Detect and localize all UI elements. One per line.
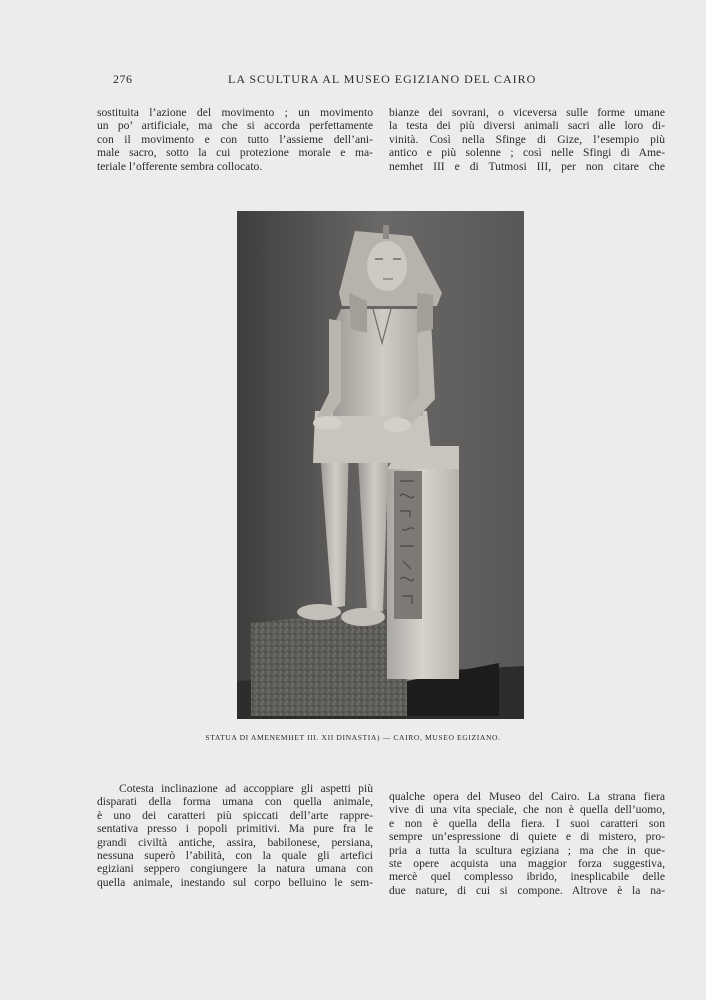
text-line: sostituita l’azione del movimento ; un movimento <box>97 106 373 119</box>
text-line: è uno dei caratteri più spiccati dell’arte rappre- <box>97 808 373 822</box>
text-line: ste opere acquista una maggior forza suggestiva, <box>389 857 665 871</box>
text-line: la testa dei più diversi animali sacri alle loro di- <box>389 119 665 133</box>
text-line: egiziani seppero congiungere la natura umana con <box>97 862 373 876</box>
text-line: sempre un’espressione di quiete e di mistero, pro- <box>389 830 665 844</box>
figure-caption: STATUA DI AMENEMHET III. XII DINASTIA) — CAIRO, MUSEO EGIZIANO. <box>205 733 501 742</box>
text-line: con il movimento e con tutto l’assieme dell’ani- <box>97 132 373 146</box>
text-line: e non è quella della fiera. I suoi caratteri son <box>389 816 665 830</box>
text-line: grandi civiltà antiche, assira, babilonese, persiana, <box>97 835 373 849</box>
text-line: disparati della forma umana con quella animale, <box>97 795 373 809</box>
text-line: vive di una vita speciale, che non è quella dell’uomo, <box>389 803 665 817</box>
bottom-right-column <box>389 790 665 897</box>
text-line: bianze dei sovrani, o viceversa sulle forme umane <box>389 106 665 119</box>
page-number: 276 <box>113 72 133 86</box>
text-line: Cotesta inclinazione ad accoppiare gli aspetti più <box>119 782 373 795</box>
text-line: sentativa presso i popoli primitivi. Ma pure fra le <box>97 822 373 836</box>
statue-illustration <box>237 211 524 719</box>
text-line: vinità. Così nella Sfinge di Gize, l’esempio più <box>389 132 665 146</box>
statue-photograph <box>237 211 524 719</box>
text-line: nessuna superò l’abilità, con la quale gli artefici <box>97 849 373 863</box>
text-line: teriale l’offerente sembra collocato. <box>97 159 263 173</box>
top-left-column <box>97 106 373 173</box>
text-line: male sacro, sotto la cui protezione morale e ma- <box>97 146 373 160</box>
text-line: pria a tutta la scultura egiziana ; ma che in que- <box>389 843 665 857</box>
top-right-column <box>389 106 665 173</box>
text-line: due nature, di cui si compone. Altrove è la na- <box>389 883 665 897</box>
bottom-left-column <box>97 782 373 889</box>
text-line: un po’ artificiale, ma che si accorda perfettamente <box>97 119 373 133</box>
text-line: mercè quel complesso ibrido, inesplicabile delle <box>389 870 665 884</box>
text-line: quella animale, inestando sul corpo belluino le sem- <box>97 875 373 889</box>
text-line: antico e più solenne ; così nelle Sfingi di Ame- <box>389 146 665 160</box>
running-title: LA SCULTURA AL MUSEO EGIZIANO DEL CAIRO <box>228 72 537 86</box>
text-line: nemhet III e di Tutmosi III, per non citare che <box>389 159 665 173</box>
text-line: qualche opera del Museo del Cairo. La strana fiera <box>389 790 665 803</box>
